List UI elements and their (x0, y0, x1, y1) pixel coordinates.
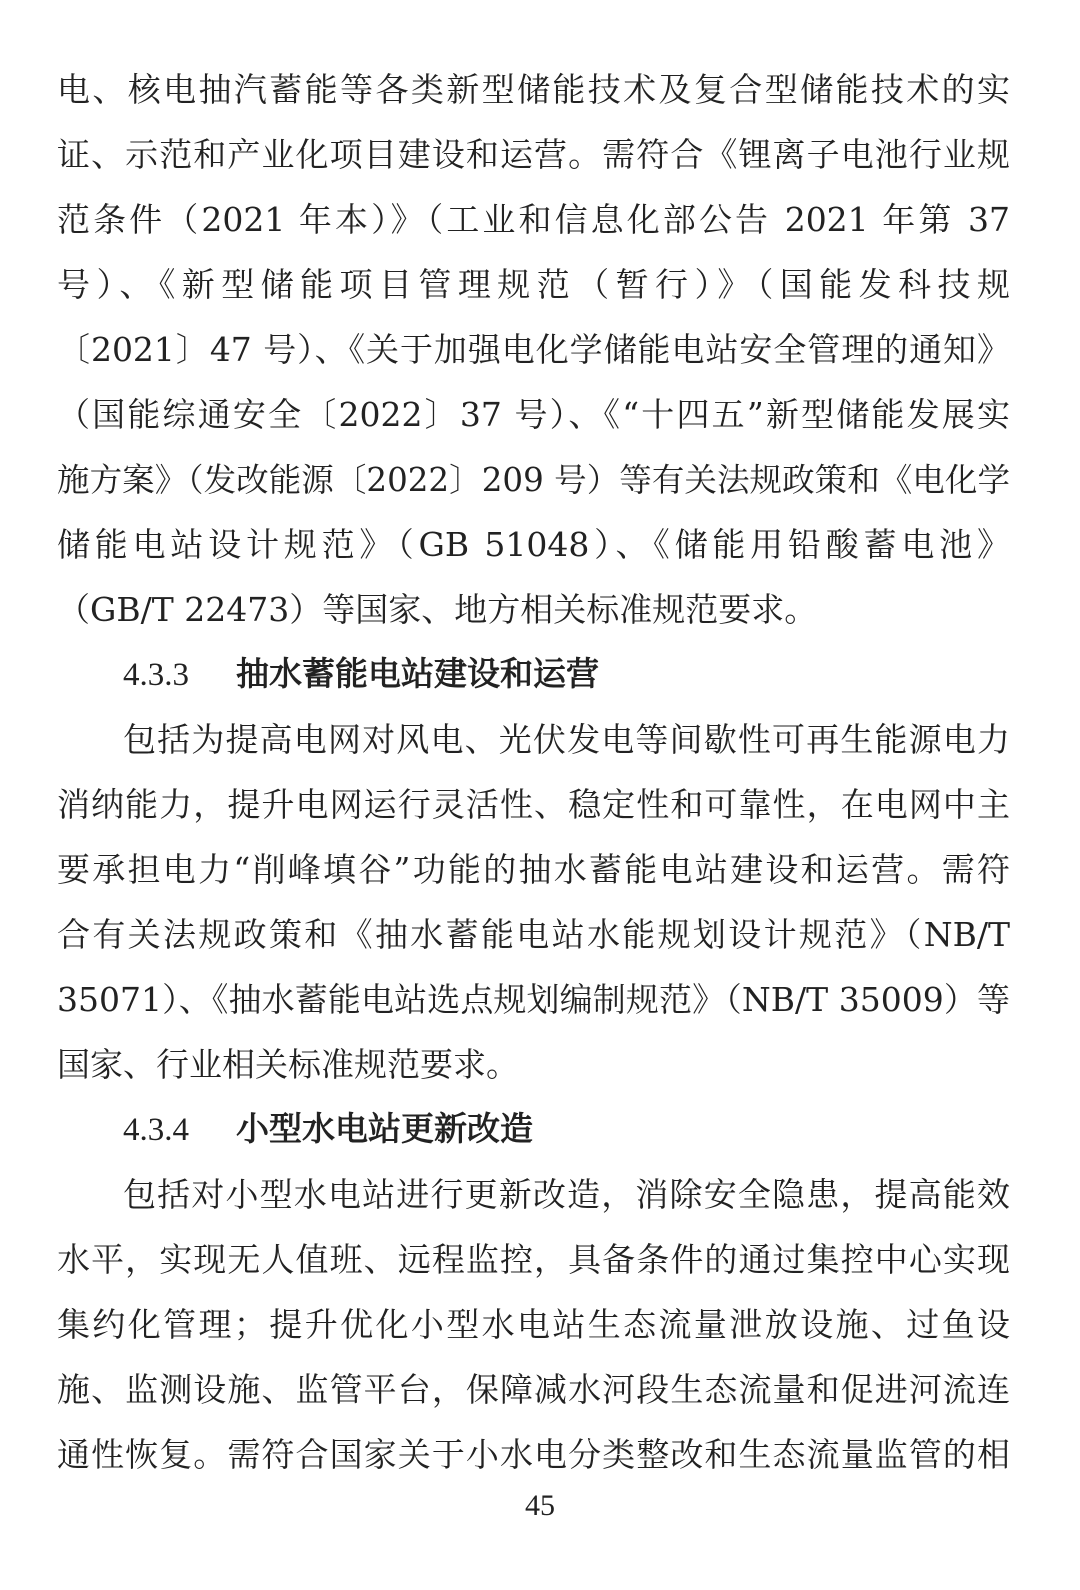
section-heading-4-3-3 (123, 652, 599, 696)
paragraph-line: （国能综通安全〔2022〕37 号）、《“十四五”新型储能发展实 (57, 395, 1010, 434)
paragraph-line: 施方案》（发改能源〔2022〕209 号）等有关法规政策和《电化学 (57, 461, 1010, 499)
paragraph-line: 储能电站设计规范》（GB 51048）、《储能用铅酸蓄电池》 (57, 525, 1010, 564)
section-number: 4.3.3 (123, 657, 189, 693)
paragraph-line: 消纳能力，提升电网运行灵活性、稳定性和可靠性，在电网中主 (57, 785, 1010, 824)
paragraph-line: 电、核电抽汽蓄能等各类新型储能技术及复合型储能技术的实 (57, 70, 1010, 109)
paragraph-line: 包括为提高电网对风电、光伏发电等间歇性可再生能源电力 (123, 720, 1010, 759)
paragraph-line: 要承担电力“削峰填谷”功能的抽水蓄能电站建设和运营。需符 (57, 850, 1010, 889)
page-number: 45 (525, 1489, 555, 1522)
paragraph-line: 〔2021〕47 号）、《关于加强电化学储能电站安全管理的通知》 (57, 330, 1010, 369)
paragraph-line: 范条件（2021 年本）》（工业和信息化部公告 2021 年第 37 (57, 200, 1010, 239)
paragraph-line: 证、示范和产业化项目建设和运营。需符合《锂离子电池行业规 (57, 135, 1010, 174)
section-heading-4-3-4 (123, 1107, 533, 1151)
section-number: 4.3.4 (123, 1112, 189, 1148)
paragraph-line: （GB/T 22473）等国家、地方相关标准规范要求。 (57, 590, 818, 629)
paragraph-line: 集约化管理；提升优化小型水电站生态流量泄放设施、过鱼设 (57, 1305, 1010, 1344)
paragraph-line: 通性恢复。需符合国家关于小水电分类整改和生态流量监管的相 (57, 1435, 1010, 1474)
paragraph-line: 号）、《新型储能项目管理规范（暂行）》（国能发科技规 (57, 265, 1010, 304)
paragraph-line: 施、监测设施、监管平台，保障减水河段生态流量和促进河流连 (57, 1370, 1010, 1409)
section-title: 小型水电站更新改造 (236, 1109, 533, 1148)
paragraph-line: 包括对小型水电站进行更新改造，消除安全隐患，提高能效 (123, 1175, 1010, 1214)
paragraph-line: 35071）、《抽水蓄能电站选点规划编制规范》（NB/T 35009）等 (57, 980, 1010, 1019)
paragraph-line: 合有关法规政策和《抽水蓄能电站水能规划设计规范》（NB/T (57, 915, 1010, 954)
section-title: 抽水蓄能电站建设和运营 (236, 654, 599, 693)
paragraph-line: 水平，实现无人值班、远程监控，具备条件的通过集控中心实现 (57, 1240, 1010, 1279)
paragraph-line: 国家、行业相关标准规范要求。 (57, 1045, 519, 1084)
